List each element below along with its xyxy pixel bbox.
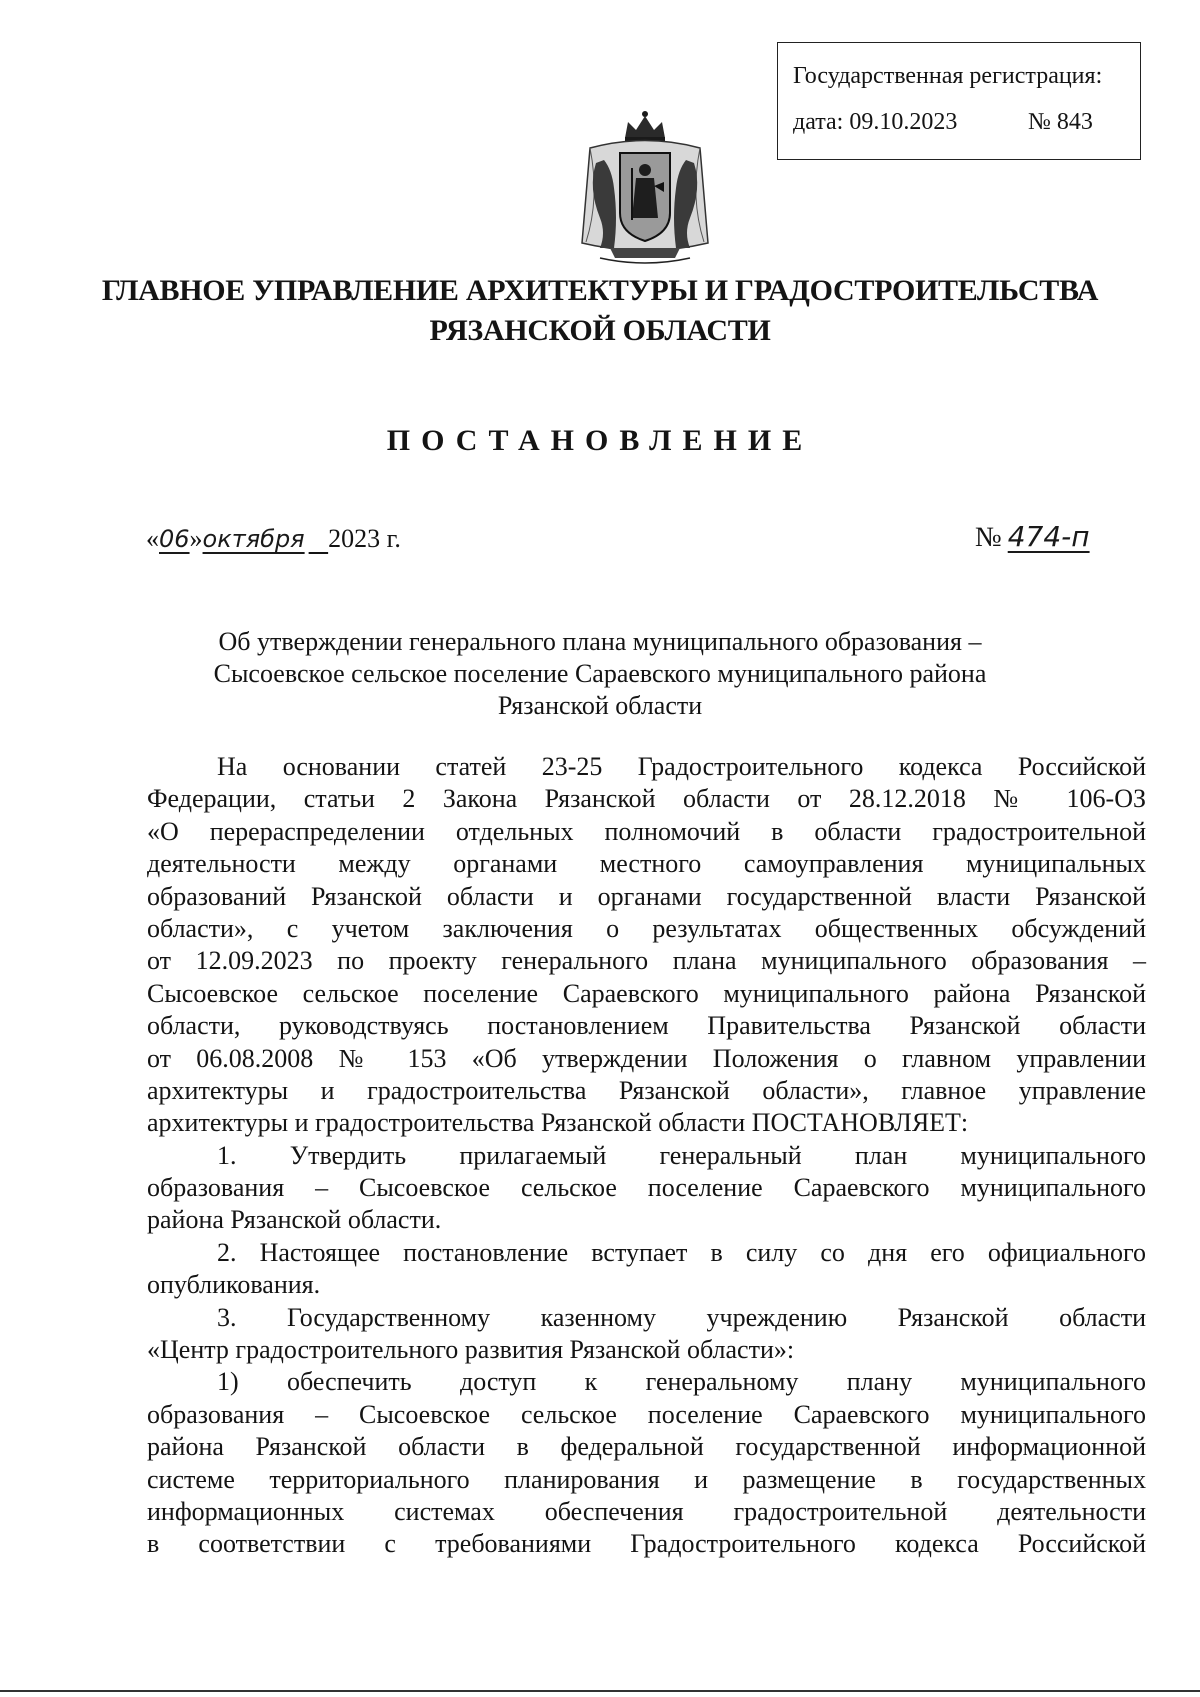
- subject-line: Рязанской области: [497, 691, 703, 720]
- document-type: ПОСТАНОВЛЕНИЕ: [386, 424, 814, 457]
- body-line: архитектуры и градостроительства Рязанской области», главное управление: [147, 1075, 1146, 1105]
- body-line: «О перераспределении отдельных полномочий в области градостроительной: [147, 816, 1146, 846]
- body-line: области, руководствуясь постановлением Правительства Рязанской области: [147, 1011, 1146, 1041]
- body-line: Сысоевское сельское поселение Сараевского муниципального района Рязанской: [147, 978, 1146, 1008]
- body-line: области», с учетом заключения о результатах общественных обсуждений: [147, 913, 1146, 943]
- registration-title: Государственная регистрация:: [793, 63, 1103, 89]
- body-line: 1) обеспечить доступ к генеральному плану муниципального: [217, 1367, 1146, 1397]
- registration-stamp: [777, 42, 1141, 160]
- date-close-quote: »: [189, 524, 203, 553]
- date-open-quote: «: [146, 524, 159, 553]
- body-line: системе территориального планирования и размещение в государственных: [147, 1464, 1146, 1494]
- subject-line: Об утверждении генерального плана муниципального образования –: [218, 627, 982, 656]
- number-prefix: №: [975, 522, 1002, 553]
- date-month: октября: [202, 525, 305, 553]
- document-body: [147, 751, 1146, 1561]
- organization-name-line2: РЯЗАНСКОЙ ОБЛАСТИ: [429, 314, 771, 347]
- organization-name-line1: ГЛАВНОЕ УПРАВЛЕНИЕ АРХИТЕКТУРЫ И ГРАДОСТРОИТЕЛЬСТВА: [101, 274, 1099, 307]
- body-line: образования – Сысоевское сельское поселение Сараевского муниципального: [147, 1399, 1146, 1429]
- document-date: [146, 524, 401, 554]
- body-line: опубликования.: [147, 1270, 321, 1300]
- registration-date: дата: 09.10.2023: [793, 109, 958, 135]
- coat-of-arms-icon: [570, 108, 720, 268]
- body-line: деятельности между органами местного самоуправления муниципальных: [147, 849, 1146, 879]
- body-line: «Центр градостроительного развития Рязанской области»:: [147, 1335, 795, 1365]
- body-line: информационных системах обеспечения градостроительной деятельности: [147, 1496, 1146, 1526]
- body-line: 3. Государственному казенному учреждению Рязанской области: [217, 1302, 1146, 1332]
- body-line: района Рязанской области.: [147, 1205, 442, 1235]
- body-line: образований Рязанской области и органами государственной власти Рязанской: [147, 881, 1146, 911]
- body-line: от 12.09.2023 по проекту генерального плана муниципального образования –: [147, 946, 1146, 976]
- body-line: 2. Настоящее постановление вступает в силу со дня его официального: [217, 1237, 1146, 1267]
- body-line: Федерации, статьи 2 Закона Рязанской области от 28.12.2018 № 106-ОЗ: [147, 784, 1146, 814]
- registration-number: № 843: [1028, 109, 1093, 135]
- number-value: 474-п: [1007, 520, 1090, 553]
- body-line: На основании статей 23-25 Градостроительного кодекса Российской: [217, 752, 1146, 781]
- body-line: 1. Утвердить прилагаемый генеральный план муниципального: [217, 1140, 1146, 1170]
- document-number: [975, 520, 1090, 554]
- body-line: от 06.08.2008 № 153 «Об утверждении Положения о главном управлении: [147, 1043, 1146, 1073]
- body-line: образования – Сысоевское сельское поселение Сараевского муниципального: [147, 1173, 1146, 1203]
- body-line: в соответствии с требованиями Градостроительного кодекса Российской: [147, 1529, 1146, 1559]
- body-line: района Рязанской области в федеральной государственной информационной: [147, 1432, 1146, 1462]
- subject-line: Сысоевское сельское поселение Сараевского муниципального района: [213, 659, 987, 688]
- page-bottom-edge: [0, 1690, 1200, 1692]
- body-line: архитектуры и градостроительства Рязанской области ПОСТАНОВЛЯЕТ:: [147, 1108, 969, 1138]
- document-subject: [100, 626, 1100, 722]
- date-year: 2023 г.: [328, 524, 401, 553]
- date-day: 06: [159, 525, 190, 553]
